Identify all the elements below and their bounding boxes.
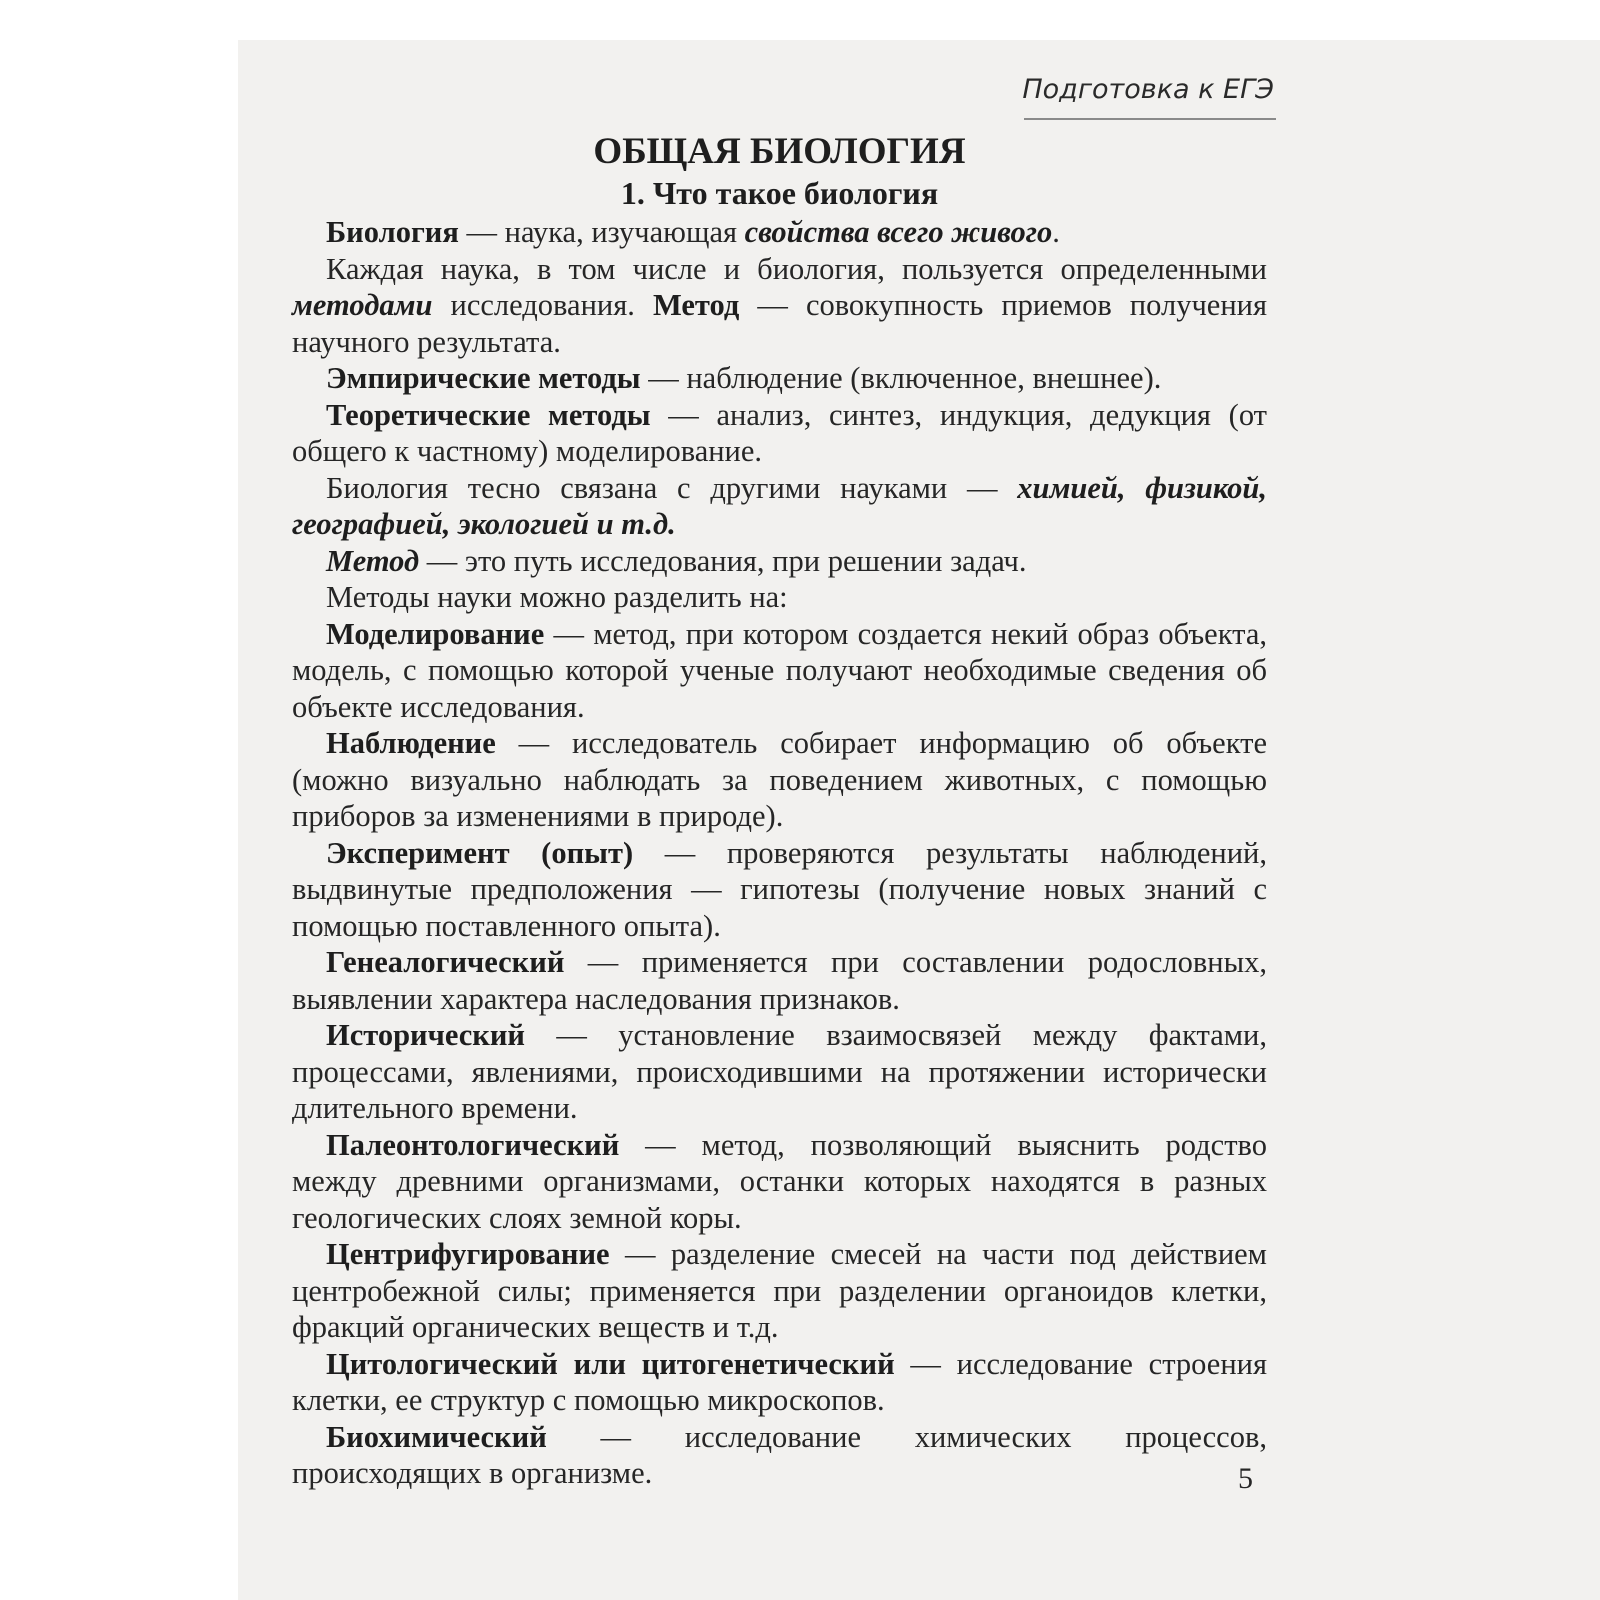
paragraph-observation [292, 725, 1267, 835]
running-header: Подготовка к ЕГЭ [1022, 74, 1274, 105]
paragraph-theoretical [292, 397, 1267, 470]
page-number: 5 [1238, 1462, 1253, 1495]
paragraph-methods-intro [292, 251, 1267, 361]
paragraph-text: Каждая наука, в том числе и биология, пользуется определенными [326, 251, 1267, 286]
term: Эксперимент (опыт) [326, 835, 634, 870]
paragraph-text: — наука, изучающая [458, 215, 745, 249]
paragraph-text: — анализ, синтез, индукция, дедукция (от общего к частному) моделирование. [292, 397, 1267, 468]
paragraph-methods-divide [292, 579, 1267, 616]
term: Цитологический или цитогенетический [326, 1346, 895, 1381]
page-content [292, 128, 1267, 1492]
paragraph-text: Биология тесно связана с другими науками — [326, 470, 1018, 505]
paragraph-related-sciences [292, 470, 1267, 543]
paragraph-text: . [1052, 215, 1060, 249]
paragraph-paleontological [292, 1127, 1267, 1237]
paragraph-text: — проверяются результаты наблюдений, выдвинутые предположения — гипотезы (получение новых знаний с помощью поставленного опыта). [292, 835, 1268, 943]
paragraph-text: — метод, позволяющий выяснить родство между древними организмами, останки которых находятся в разных геологических слоях земной коры. [292, 1127, 1267, 1235]
paragraph-text: — разделение смесей на части под действием центробежной силы; применяется при разделении органоидов клетки, фракций органических веществ и т.д. [292, 1237, 1267, 1344]
term: Генеалогический [326, 945, 565, 979]
paragraph-biochemical [292, 1419, 1267, 1492]
paragraph-genealogical [292, 944, 1267, 1017]
paragraph-empirical [292, 360, 1267, 397]
paragraph-experiment [292, 835, 1267, 945]
paragraph-text: — наблюдение (включенное, внешнее). [640, 361, 1162, 395]
term: Теоретические методы [326, 397, 651, 432]
paragraph-text: исследования. [432, 288, 653, 322]
term: Метод [652, 288, 740, 322]
term: Биология [326, 215, 459, 249]
paragraph-text: — исследование строения клетки, ее структур с помощью микроскопов. [292, 1346, 1267, 1417]
emphasis: химией, физикой, географией, экологией и т.д. [292, 470, 1267, 541]
section-title: 1. Что такое биология [620, 175, 939, 211]
paragraph-text: — исследование химических процессов, происходящих в организме. [292, 1419, 1267, 1490]
paragraph-text: — это путь исследования, при решении задач. [419, 543, 1027, 578]
paragraph-method-path [292, 543, 1267, 580]
paragraph-text: — применяется при составлении родословных, выявлении характера наследования признаков. [292, 945, 1267, 1016]
paragraph-biology-definition [292, 214, 1267, 251]
paragraph-text: — исследователь собирает информацию об объекте (можно визуально наблюдать за поведением животных, с помощью приборов за изменениями в природе). [292, 726, 1267, 833]
term: Исторический [326, 1018, 525, 1052]
term: Биохимический [326, 1419, 547, 1454]
paragraph-modeling [292, 616, 1267, 726]
header-rule [1024, 118, 1276, 120]
term: Центрифугирование [326, 1237, 610, 1271]
term: Метод [326, 543, 420, 578]
term: Эмпирические методы [326, 361, 641, 395]
paragraph-historical [292, 1017, 1267, 1127]
emphasis: свойства всего живого [744, 215, 1053, 249]
paragraph-cytological [292, 1346, 1267, 1419]
paragraph-centrifugation [292, 1236, 1267, 1346]
term: Палеонтологический [326, 1127, 620, 1162]
term: Моделирование [326, 616, 545, 651]
term: Наблюдение [326, 726, 496, 760]
paragraph-text: — установление взаимосвязей между фактами, процессами, явлениями, происходившими на протяжении исторически длительного времени. [292, 1018, 1267, 1125]
paragraph-text: Методы науки можно разделить на: [326, 580, 788, 614]
paragraph-text: — совокупность приемов получения научного результата. [292, 288, 1267, 359]
emphasis: методами [292, 288, 433, 322]
paragraph-text: — метод, при котором создается некий образ объекта, модель, с помощью которой ученые получают необходимые сведения об объекте исследования. [292, 616, 1267, 724]
chapter-title: ОБЩАЯ БИОЛОГИЯ [593, 131, 966, 172]
